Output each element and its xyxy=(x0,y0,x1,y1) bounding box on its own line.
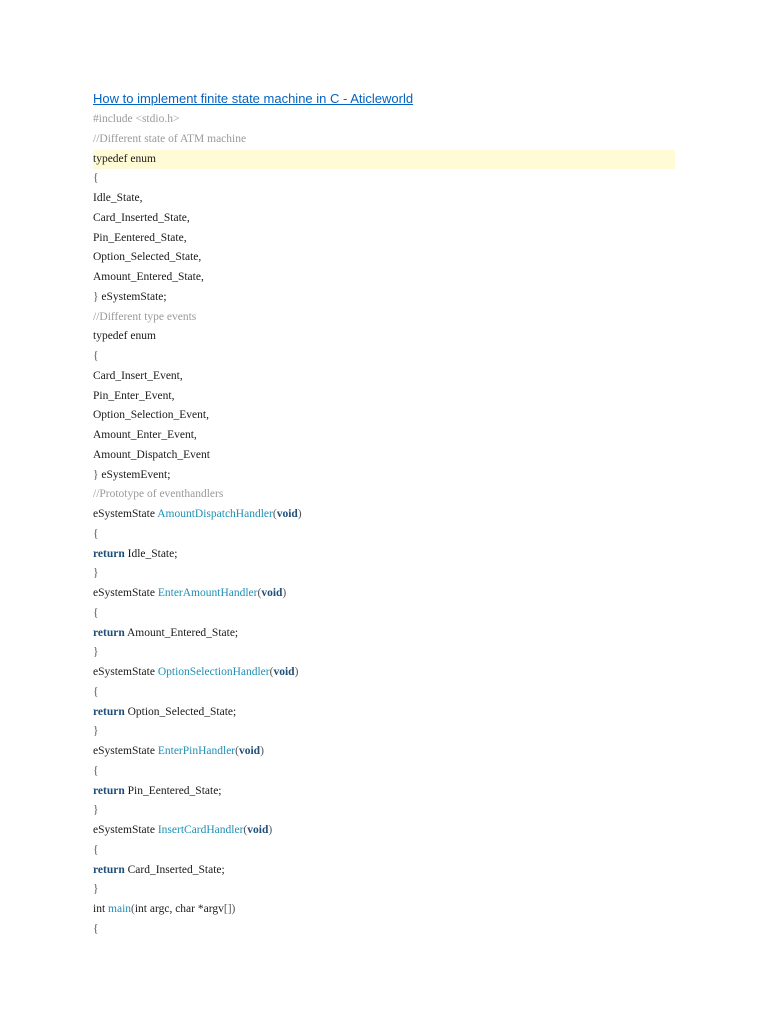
code-text: Amount_Entered_State; xyxy=(124,626,239,639)
code-line xyxy=(93,446,675,466)
code-comment: //Prototype of eventhandlers xyxy=(93,488,224,501)
code-line xyxy=(93,624,675,644)
code-function-name: OptionSelectionHandler xyxy=(157,666,270,678)
code-text: int argc, char *argv xyxy=(134,903,224,915)
code-comment: #include <stdio.h> xyxy=(93,113,180,125)
code-text: eSystemState xyxy=(93,587,158,599)
code-text: eSystemState; xyxy=(101,290,167,303)
code-punctuation: ( xyxy=(131,903,135,915)
code-line xyxy=(93,288,675,308)
code-line xyxy=(93,367,675,387)
code-punctuation: { xyxy=(93,172,99,185)
code-line xyxy=(93,643,675,663)
code-punctuation: ) xyxy=(294,666,299,678)
code-function-name: main xyxy=(108,903,132,915)
code-line xyxy=(93,505,675,525)
code-punctuation: { xyxy=(93,764,99,777)
code-line xyxy=(93,900,675,920)
code-punctuation: ) xyxy=(297,508,302,520)
code-text: Pin_Eentered_State; xyxy=(124,784,222,797)
code-text: int xyxy=(93,903,109,915)
code-line xyxy=(93,229,675,249)
code-line xyxy=(93,920,675,940)
code-text: Option_Selected_State; xyxy=(124,705,237,718)
code-line xyxy=(93,248,675,268)
code-line xyxy=(93,110,675,130)
code-line xyxy=(93,130,675,150)
code-keyword: void xyxy=(273,666,295,678)
code-text: Amount_Enter_Event, xyxy=(93,429,197,441)
code-punctuation: ) xyxy=(268,824,273,836)
code-punctuation: { xyxy=(93,843,99,856)
code-line xyxy=(93,722,675,742)
code-keyword: void xyxy=(247,824,269,836)
code-text: eSystemState xyxy=(93,824,158,836)
code-line xyxy=(93,841,675,861)
code-line xyxy=(93,268,675,288)
code-text: Card_Inserted_State, xyxy=(93,211,190,224)
code-punctuation: ) xyxy=(282,587,287,599)
code-line xyxy=(93,564,675,584)
code-text: Amount_Entered_State, xyxy=(93,271,204,283)
code-punctuation: ) xyxy=(260,745,264,757)
code-text: Card_Insert_Event, xyxy=(93,369,183,382)
code-line xyxy=(93,683,675,703)
code-function-name: InsertCardHandler xyxy=(157,824,244,836)
code-line xyxy=(93,209,675,229)
code-line xyxy=(93,742,675,762)
code-line xyxy=(93,406,675,426)
code-line xyxy=(93,604,675,624)
code-line xyxy=(93,485,675,505)
code-text: Pin_Eentered_State, xyxy=(93,231,187,244)
code-line xyxy=(93,801,675,821)
code-punctuation: } xyxy=(93,567,99,580)
code-keyword: void xyxy=(261,587,283,599)
code-keyword: return xyxy=(93,626,125,639)
code-text: Amount_Dispatch_Event xyxy=(93,448,210,461)
code-line xyxy=(93,308,675,328)
code-line xyxy=(93,169,675,189)
code-function-name: EnterPinHandler xyxy=(157,745,236,757)
code-line xyxy=(93,880,675,900)
code-punctuation: } xyxy=(93,468,102,481)
code-line xyxy=(93,545,675,565)
code-line xyxy=(93,327,675,347)
code-function-name: EnterAmountHandler xyxy=(157,587,258,599)
code-line xyxy=(93,821,675,841)
code-line xyxy=(93,150,675,170)
code-text: Pin_Enter_Event, xyxy=(93,389,175,402)
code-punctuation: } xyxy=(93,804,99,817)
code-punctuation: { xyxy=(93,527,99,540)
code-keyword: return xyxy=(93,784,125,797)
code-text: eSystemEvent; xyxy=(101,468,171,481)
code-line xyxy=(93,861,675,881)
code-keyword: return xyxy=(93,547,125,560)
code-punctuation: } xyxy=(93,883,99,896)
code-line xyxy=(93,466,675,486)
code-punctuation: ( xyxy=(257,587,262,599)
code-comment: //Different type events xyxy=(93,310,197,323)
code-punctuation: { xyxy=(93,350,99,362)
code-keyword: return xyxy=(93,863,125,876)
code-keyword: return xyxy=(93,705,125,718)
code-punctuation: { xyxy=(93,685,99,698)
code-line xyxy=(93,387,675,407)
code-line xyxy=(93,762,675,782)
code-keyword: void xyxy=(238,745,261,757)
code-keyword: void xyxy=(276,508,298,520)
code-block xyxy=(93,110,675,940)
code-punctuation: } xyxy=(93,290,102,303)
code-text: Idle_State; xyxy=(124,547,178,560)
code-function-name: AmountDispatchHandler xyxy=(157,508,273,520)
code-line xyxy=(93,703,675,723)
code-punctuation: ( xyxy=(243,824,248,836)
code-text: eSystemState xyxy=(93,666,158,678)
code-text: eSystemState xyxy=(93,745,158,757)
code-punctuation: { xyxy=(93,606,99,619)
code-line xyxy=(93,782,675,802)
code-text: Card_Inserted_State; xyxy=(124,863,225,876)
code-text: typedef enum xyxy=(93,152,156,165)
code-comment: //Different state of ATM machine xyxy=(93,132,247,145)
code-text: eSystemState xyxy=(93,508,158,520)
code-punctuation: ( xyxy=(272,508,277,520)
code-punctuation: []) xyxy=(223,903,236,915)
code-text: Option_Selected_State, xyxy=(93,251,202,264)
code-punctuation: } xyxy=(93,646,99,659)
code-line xyxy=(93,584,675,604)
code-punctuation: { xyxy=(93,922,99,935)
code-line xyxy=(93,663,675,683)
code-text: typedef enum xyxy=(93,330,156,343)
code-punctuation: ( xyxy=(235,745,239,757)
code-punctuation: } xyxy=(93,725,99,738)
code-line xyxy=(93,426,675,446)
code-text: Option_Selection_Event, xyxy=(93,409,209,422)
code-text: Idle_State, xyxy=(93,192,143,204)
code-line xyxy=(93,347,675,367)
article-link[interactable]: How to implement finite state machine in C - Aticleworld xyxy=(93,91,414,106)
code-punctuation: ( xyxy=(269,666,274,678)
code-line xyxy=(93,189,675,209)
code-line xyxy=(93,525,675,545)
